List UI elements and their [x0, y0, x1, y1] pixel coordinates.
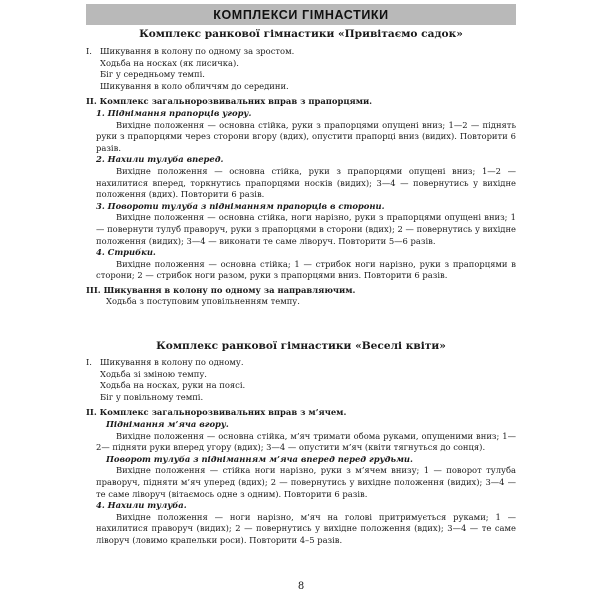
complex2-part2-heading: II. Комплекс загальнорозвивальних вправ з м’ячем. [86, 407, 347, 418]
complex1-part3-line: Ходьба з поступовим уповільненням темпу. [106, 296, 300, 307]
complex2-ex3-title: 4. Нахили тулуба. [96, 500, 187, 511]
complex2-title: Комплекс ранкової гімнастики «Веселі квіти» [156, 340, 446, 352]
complex1-part3-heading: III. Шикування в колону по одному за направляючим. [86, 284, 356, 295]
page-number: 8 [297, 581, 305, 592]
complex1-part1-line: Ходьба на носках (як лисичка). [100, 57, 239, 68]
section-banner [86, 4, 516, 25]
complex1-ex3-text: Вихідне положення — основна стійка, ноги нарізно, руки з прапорцями опущені вниз; 1 — повернути тулуб праворуч, руки з прапорцями в сторони (вдих); 2 — повернутись у вихідне положення (видих); 3—4 — виконати те саме ліворуч. Повторити 5—6 разів. [96, 212, 516, 246]
complex1-title: Комплекс ранкової гімнастики «Привітаємо садок» [139, 28, 463, 40]
banner-title: КОМПЛЕКСИ ГІМНАСТИКИ [213, 7, 389, 22]
complex2-ex2-text: Вихідне положення — стійка ноги нарізно, руки з м’ячем внизу; 1 — поворот тулуба праворуч, підняти м’яч уперед (вдих); 2 — повернутись у вихідне положення (видих); 3—4 — те саме ліворуч (вітаємось одне з одним). Повторити 6 разів. [96, 465, 516, 499]
complex1-part1-line: Біг у середньому темпі. [100, 69, 205, 80]
complex2-part1-line: Біг у повільному темпі. [100, 391, 204, 402]
complex1-ex4-title: 4. Стрибки. [96, 247, 156, 258]
complex1-part1-line: Шикування в коло обличчям до середини. [100, 80, 289, 91]
complex2-part1-line: Ходьба зі зміною темпу. [100, 368, 207, 379]
complex1-ex1-title: 1. Піднімання прапорців угору. [96, 107, 252, 118]
complex1-ex1-text: Вихідне положення — основна стійка, руки з прапорцями опущені вниз; 1—2 — піднять руки з прапорцями через сторони вгору (вдих), опустити прапорці вниз (видих). Повторити 6 разів. [96, 119, 516, 153]
complex2-part1-line: Ходьба на носках, руки на поясі. [100, 380, 246, 391]
complex1-ex4-text: Вихідне положення — основна стійка; 1 — стрибок ноги нарізно, руки з прапорцями в сторони; 2 — стрибок ноги разом, руки з прапорцями вниз. Повторити 6 разів. [96, 258, 516, 281]
complex2-ex2-title: Поворот тулуба з підніманням м’яча вперед перед грудьми. [106, 453, 413, 464]
complex1-body [86, 46, 516, 308]
complex2-ex1-title: Піднімання м’яча вгору. [106, 418, 229, 429]
complex2-ex3-text: Вихідне положення — ноги нарізно, м’яч на голові притримується руками; 1 — нахилитися праворуч (видих); 2 — повернутись у вихідне положення (вдих); 3—4 — те саме ліворуч (ловимо крапельки роси). Повторити 4–5 разів. [96, 511, 516, 545]
complex1-ex3-title: 3. Повороти тулуба з підніманням прапорців в сторони. [96, 200, 385, 211]
complex2-body [86, 357, 516, 547]
complex2-ex1-text: Вихідне положення — основна стійка, м’яч тримати обома руками, опущеними вниз; 1—2— підняти руки вперед угору (вдих); 3—4 — опустити м’яч (квіти тягнуться до сонця). [96, 430, 516, 453]
page [86, 0, 516, 600]
complex1-ex2-title: 2. Нахили тулуба вперед. [96, 154, 224, 165]
complex1-part2-heading: II. Комплекс загальнорозвивальних вправ з прапорцями. [86, 96, 373, 107]
complex2-part1-line: I. Шикування в колону по одному. [86, 357, 244, 367]
complex1-part1-line: I. Шикування в колону по одному за зростом. [86, 46, 295, 56]
complex1-ex2-text: Вихідне положення — основна стійка, руки з прапорцями опущені вниз; 1—2 — нахилитися вперед, торкнутись прапорцями носків (видих); 3—4 — повернутись у вихідне положення (вдих). Повторити 6 разів. [96, 165, 516, 200]
